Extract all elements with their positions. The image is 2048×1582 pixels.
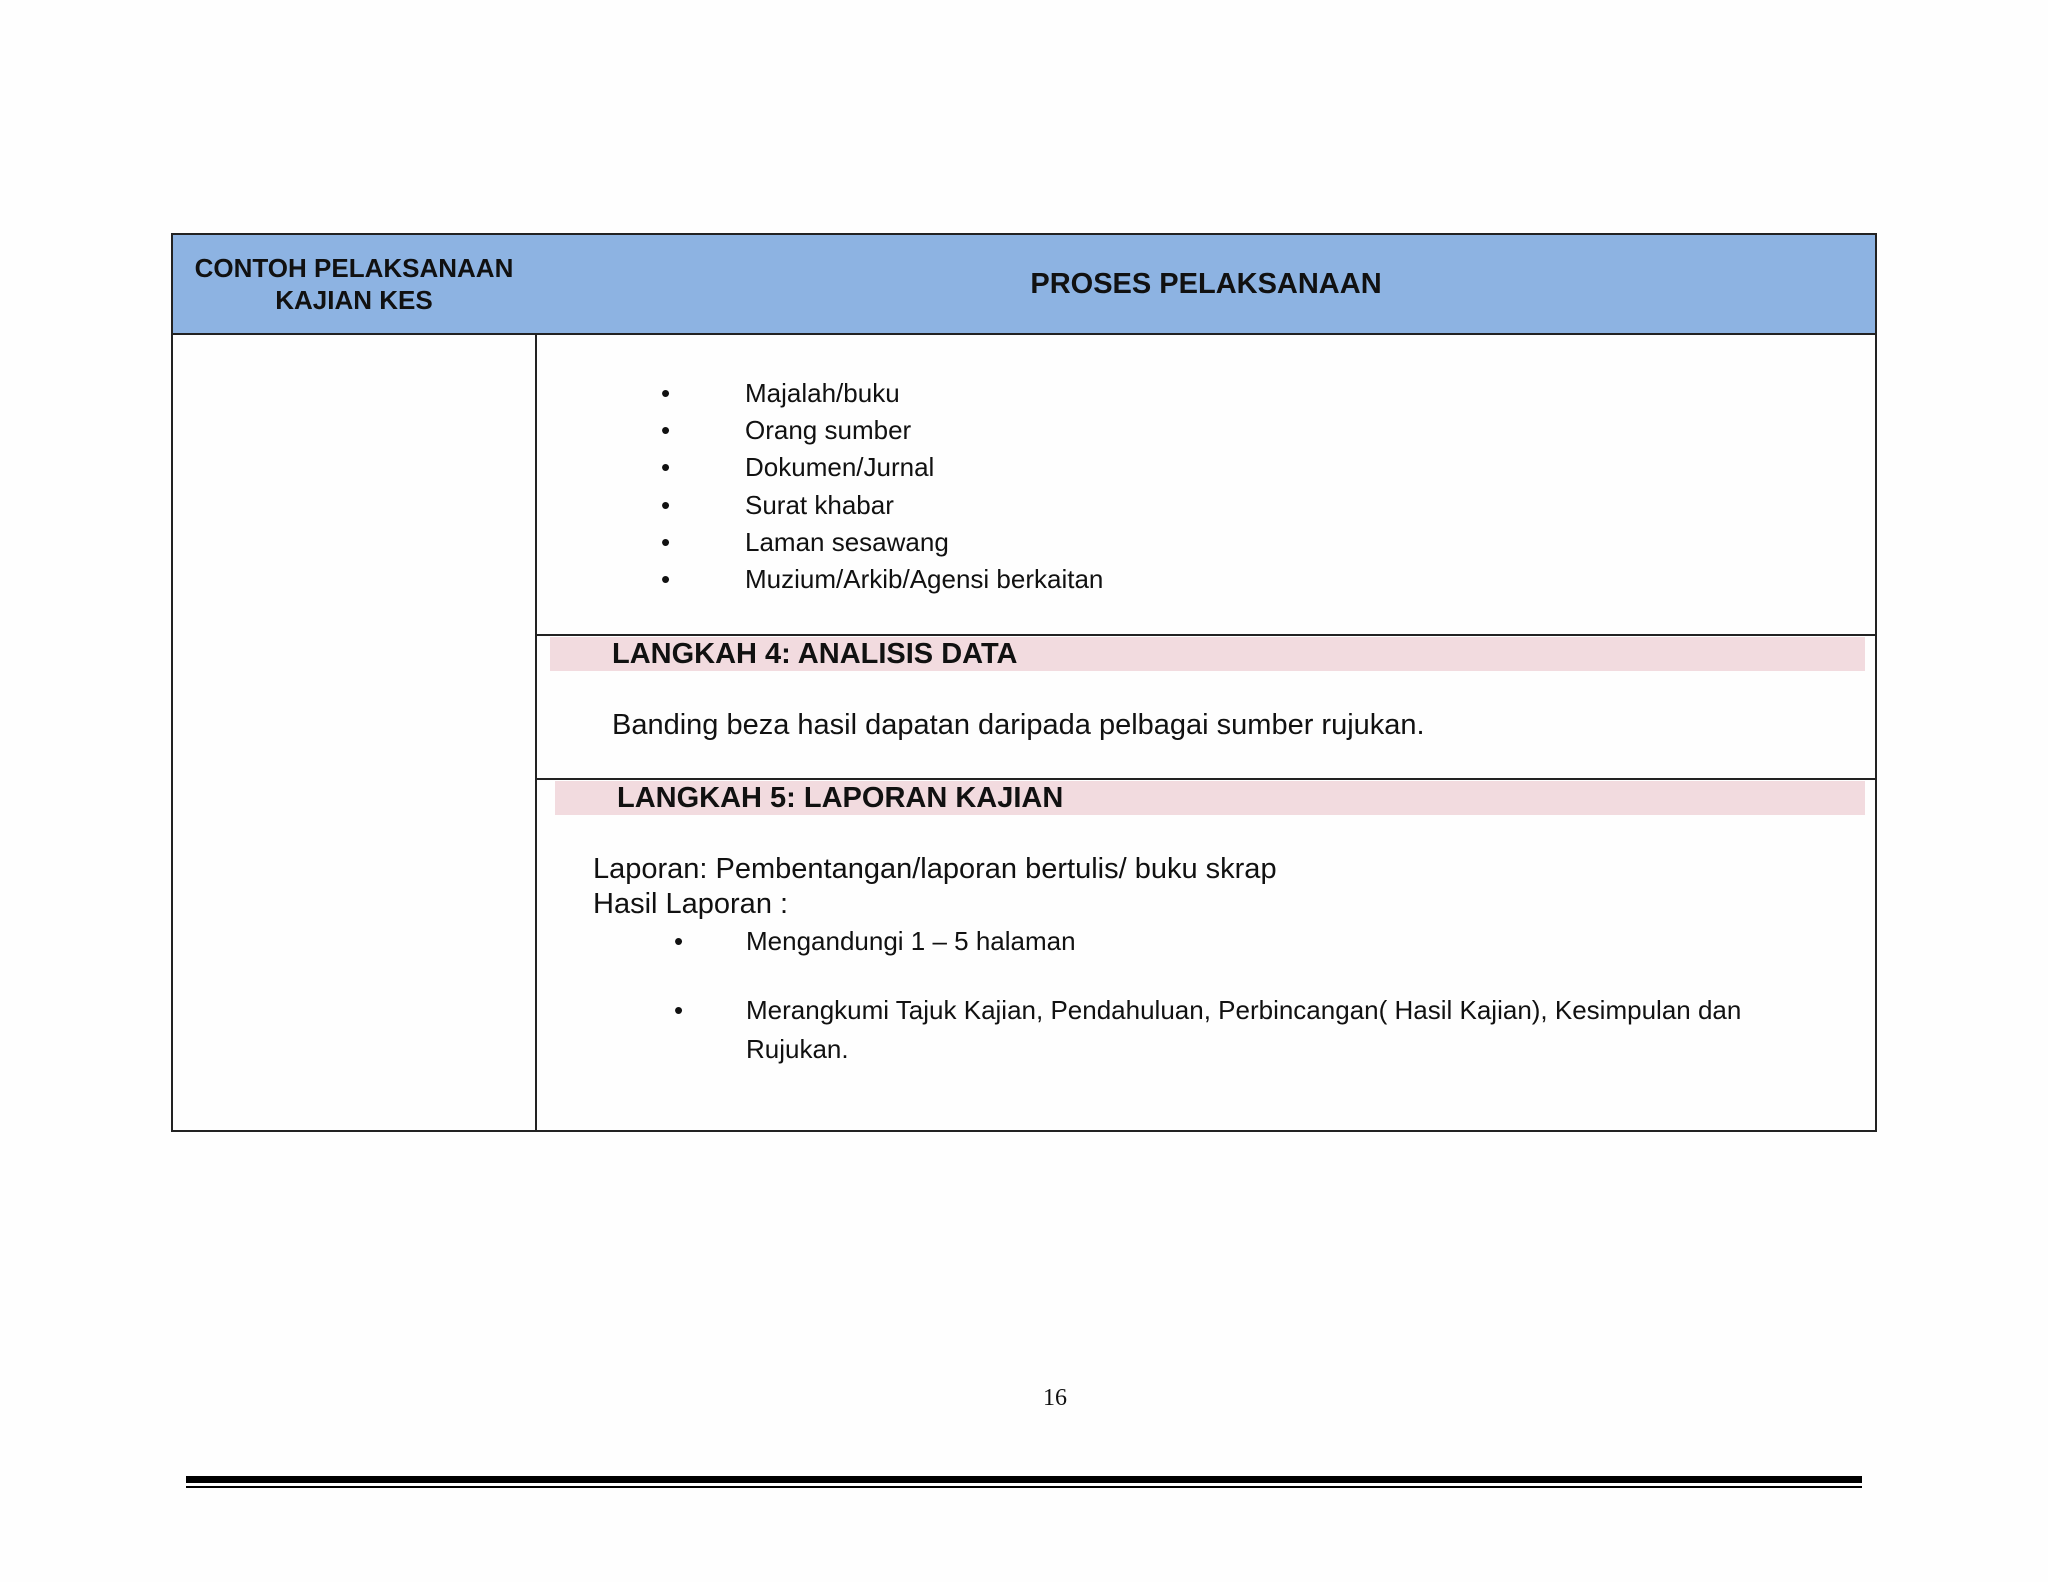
list-item-text: Majalah/buku [745,378,900,408]
process-table [171,233,1877,1132]
list-item [661,375,1103,412]
list-item [661,412,1103,449]
step-4-title: LANGKAH 4: ANALISIS DATA [612,638,1018,670]
report-type-line: Laporan: Pembentangan/laporan bertulis/ buku skrap [593,853,1277,885]
list-item-text: Laman sesawang [745,526,949,557]
header-case-study-examples: CONTOH PELAKSANAAN KAJIAN KES [194,253,514,315]
bullet-icon: • [674,926,684,956]
bullet-icon: • [661,526,671,557]
list-item [661,524,1103,561]
bullet-icon: • [674,995,684,1025]
list-item [661,487,1103,524]
bullet-icon: • [661,378,671,408]
bullet-icon: • [661,564,671,595]
step-5-title: LANGKAH 5: LAPORAN KAJIAN [617,782,1064,814]
list-item [661,449,1103,486]
section-divider [537,634,1875,636]
bullet-icon: • [661,452,671,483]
report-requirements-list [674,922,1834,1069]
table-header-row [173,235,1875,335]
footer-rule-thin [186,1486,1862,1488]
list-item-text: Surat khabar [745,489,894,520]
report-result-label: Hasil Laporan : [593,888,789,920]
list-item-text: Dokumen/Jurnal [745,452,935,483]
list-item [674,991,1834,1069]
column-divider [535,235,537,1130]
bullet-icon: • [661,489,671,520]
header-implementation-process: PROSES PELAKSANAAN [1030,267,1382,300]
bullet-icon: • [661,415,671,446]
step-4-description: Banding beza hasil dapatan daripada pelbagai sumber rujukan. [612,709,1425,741]
list-item-text: Muzium/Arkib/Agensi berkaitan [745,564,1104,595]
list-item [661,561,1103,598]
section-divider [537,778,1875,780]
list-item-text: Orang sumber [745,415,912,446]
page-number: 16 [1043,1385,1067,1411]
list-item [674,922,1834,961]
list-item-text: Merangkumi Tajuk Kajian, Pendahuluan, Perbincangan( Hasil Kajian), Kesimpulan dan Rujukan. [746,995,1742,1064]
list-item-text: Mengandungi 1 – 5 halaman [746,926,1076,956]
footer-rule [186,1476,1862,1483]
source-list [661,375,1103,598]
